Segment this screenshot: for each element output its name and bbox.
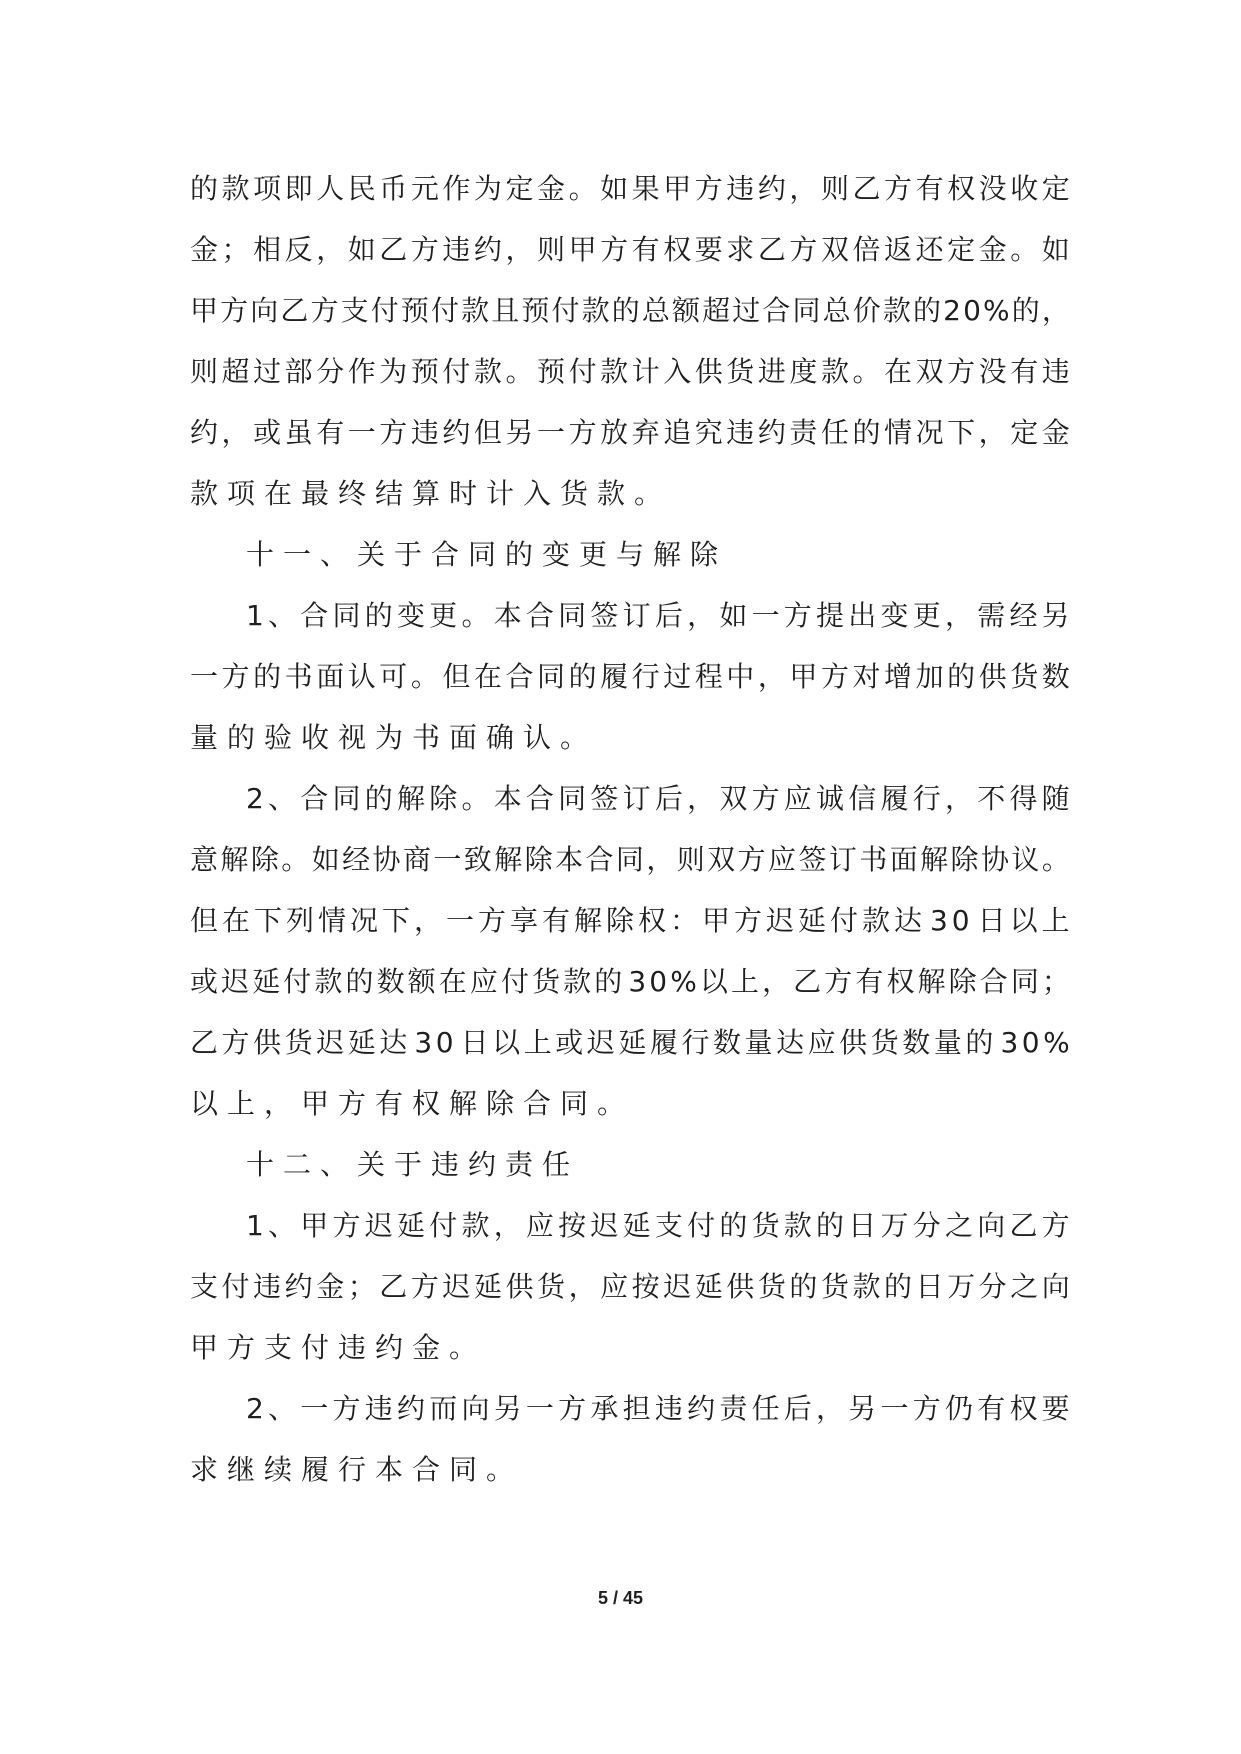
section-heading-text: 十一、关于合同的变更与解除 [246, 538, 728, 571]
text-line: 2 、 合 同 的 解 除 。 本 合 同 签 订 后 ， 双 方 应 诚 信 履 行 ， 不 得 随 [246, 782, 1070, 815]
text-line: 求继续履行本合同。 [190, 1453, 524, 1486]
paragraph [190, 1378, 1070, 1500]
section-heading [190, 1134, 1070, 1195]
text-line: 则 超 过 部 分 作 为 预 付 款 。 预 付 款 计 入 供 货 进 度 款 。 在 双 方 没 有 违 [190, 355, 1070, 388]
text-line: 但 在 下 列 情 况 下 ， 一 方 享 有 解 除 权 ： 甲 方 迟 延 付 款 达 3 0 日 以 上 [190, 904, 1070, 937]
paragraph [190, 768, 1070, 1134]
text-line: 金 ； 相 反 ， 如 乙 方 违 约 ， 则 甲 方 有 权 要 求 乙 方 双 倍 返 还 定 金 。 如 [190, 233, 1070, 266]
text-line: 1 、 合 同 的 变 更 。 本 合 同 签 订 后 ， 如 一 方 提 出 变 更 ， 需 经 另 [246, 599, 1070, 632]
page-number: 5 / 45 [597, 1588, 644, 1608]
text-line: 约 ， 或 虽 有 一 方 违 约 但 另 一 方 放 弃 追 究 违 约 责 任 的 情 况 下 ， 定 金 [190, 416, 1070, 449]
section-heading-text: 十二、关于违约责任 [246, 1148, 580, 1181]
section-heading [190, 524, 1070, 585]
text-line: 2 、 一 方 违 约 而 向 另 一 方 承 担 违 约 责 任 后 ， 另 一 方 仍 有 权 要 [246, 1392, 1070, 1425]
text-line: 以上，甲方有权解除合同。 [190, 1087, 635, 1120]
document-body [190, 158, 1070, 1500]
text-line: 或 迟 延 付 款 的 数 额 在 应 付 货 款 的 3 0 % 以 上 ， 乙 方 有 权 解 除 合 同 ； [190, 965, 1070, 998]
text-line: 意 解 除 。 如 经 协 商 一 致 解 除 本 合 同 ， 则 双 方 应 签 订 书 面 解 除 协 议 。 [190, 843, 1070, 876]
text-line: 款项在最终结算时计入货款。 [190, 477, 672, 510]
text-line: 的 款 项 即 人 民 币 元 作 为 定 金 。 如 果 甲 方 违 约 ， 则 乙 方 有 权 没 收 定 [190, 172, 1070, 205]
paragraph [190, 1195, 1070, 1378]
text-line: 1 、 甲 方 迟 延 付 款 ， 应 按 迟 延 支 付 的 货 款 的 日 万 分 之 向 乙 方 [246, 1209, 1070, 1242]
text-line: 甲 方 向 乙 方 支 付 预 付 款 且 预 付 款 的 总 额 超 过 合 同 总 价 款 的 2 0 % 的 ， [190, 294, 1070, 327]
text-line: 一 方 的 书 面 认 可 。 但 在 合 同 的 履 行 过 程 中 ， 甲 方 对 增 加 的 供 货 数 [190, 660, 1070, 693]
text-line: 量的验收视为书面确认。 [190, 721, 598, 754]
text-line: 甲方支付违约金。 [190, 1331, 487, 1364]
paragraph [190, 585, 1070, 768]
paragraph [190, 158, 1070, 524]
text-line: 乙 方 供 货 迟 延 达 3 0 日 以 上 或 迟 延 履 行 数 量 达 应 供 货 数 量 的 3 0 % [190, 1026, 1070, 1059]
text-line: 支 付 违 约 金 ； 乙 方 迟 延 供 货 ， 应 按 迟 延 供 货 的 货 款 的 日 万 分 之 向 [190, 1270, 1070, 1303]
